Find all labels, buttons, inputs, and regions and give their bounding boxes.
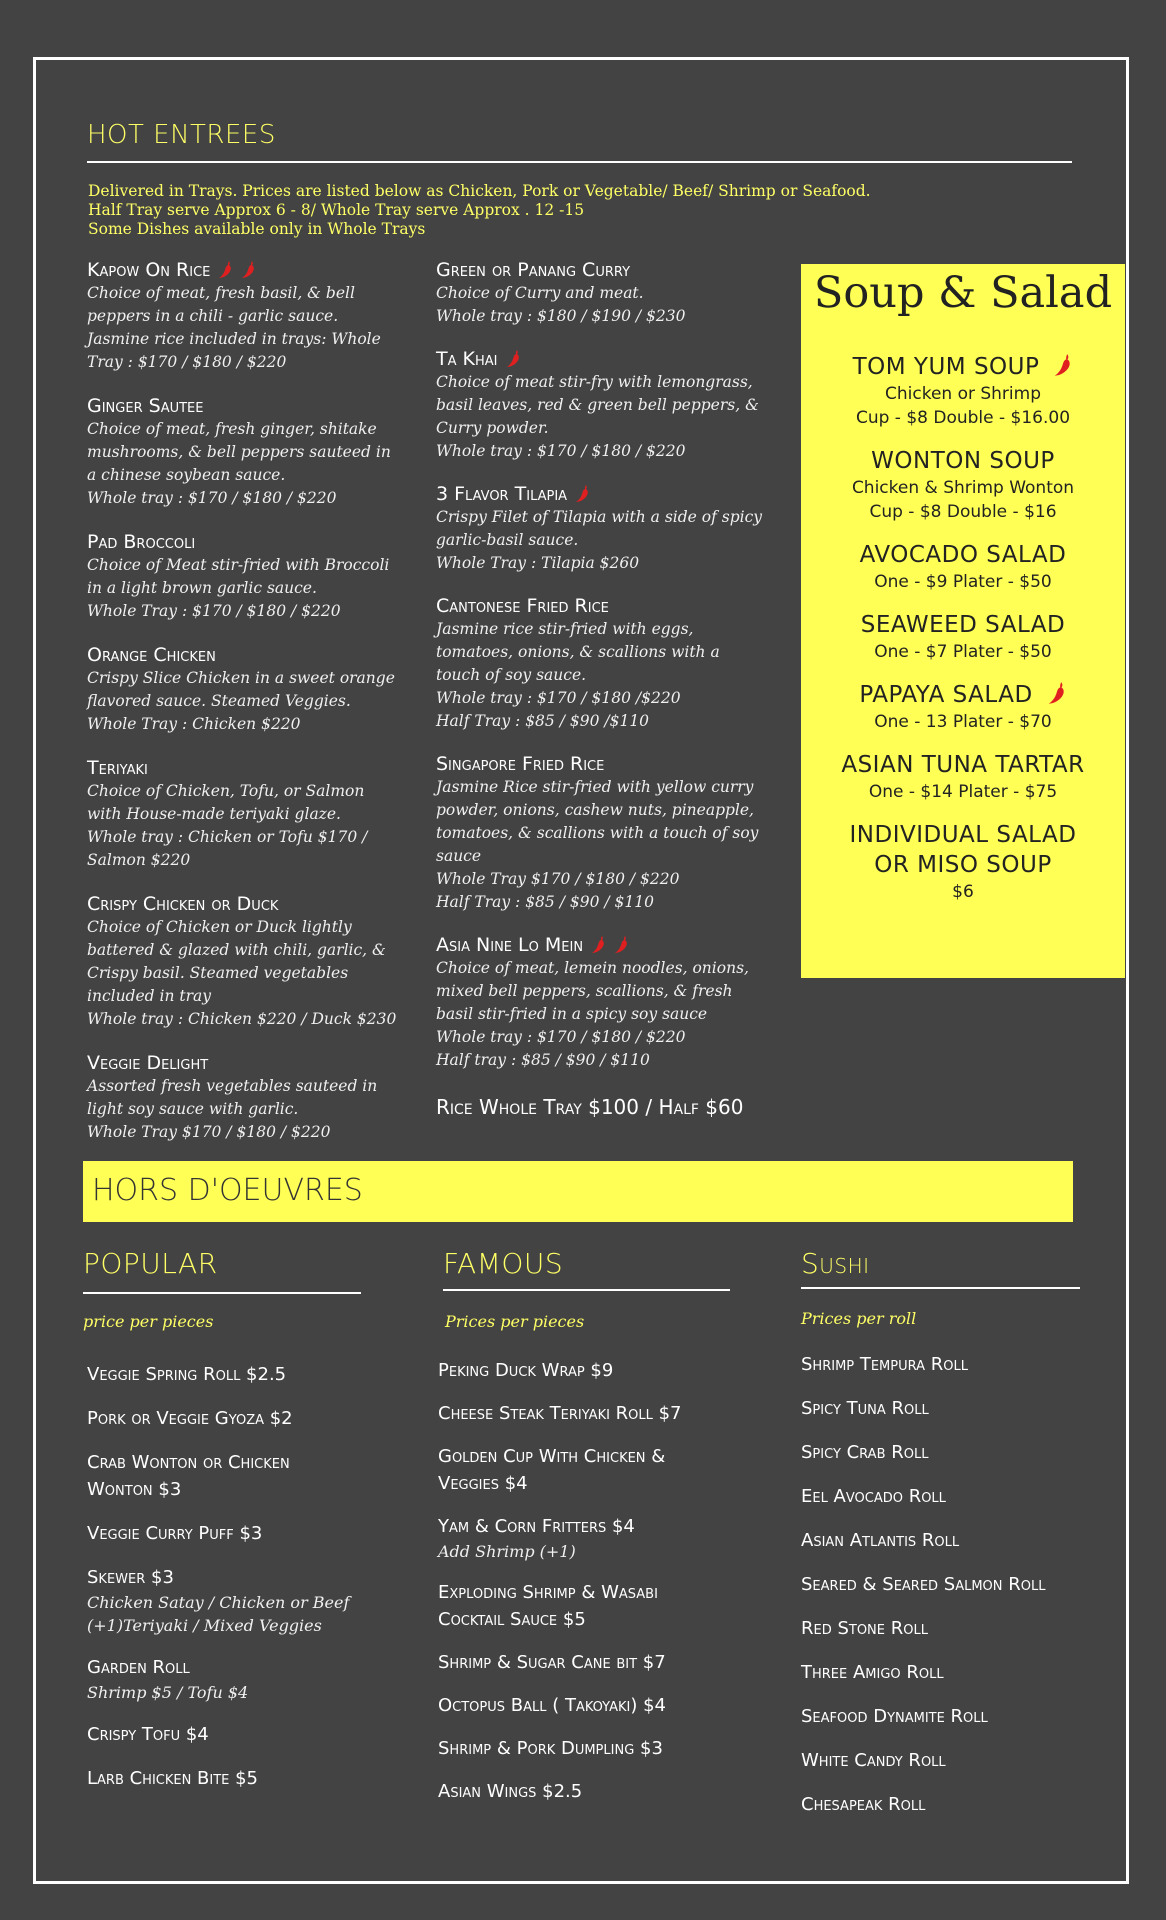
entree-desc-line: Half Tray : $85 / $90 /$110 (436, 712, 650, 730)
hors-item-name-line: Veggies $4 (438, 1473, 528, 1494)
hors-item (438, 1579, 758, 1633)
entree-desc-line: Choice of Curry and meat. (436, 284, 644, 302)
intro-line: Delivered in Trays. Prices are listed below as Chicken, Pork or Vegetable/ Beef/ Shrimp or Seafood. (88, 182, 871, 200)
soup-salad-item (801, 750, 1125, 804)
hors-item-name-line: Shrimp Tempura Roll (801, 1354, 968, 1375)
entree-name (87, 394, 407, 418)
hors-item-name-line: Peking Duck Wrap $9 (438, 1360, 614, 1381)
hors-item-name (801, 1483, 1101, 1510)
famous-note: Prices per pieces (445, 1312, 585, 1331)
entree-desc-line: Crispy Filet of Tilapia with a side of spicy (436, 508, 763, 526)
entree-desc-line: Salmon $220 (87, 851, 191, 869)
entree-desc-line: sauce (436, 847, 482, 865)
chili-pepper-icon (218, 260, 233, 279)
hors-item-name-line: Veggie Curry Puff $3 (87, 1523, 263, 1544)
hors-item-name-line: Octopus Ball ( Takoyaki) $4 (438, 1695, 666, 1716)
entree-name (87, 643, 407, 667)
hors-item-name-line: Wonton $3 (87, 1479, 182, 1500)
soup-salad-item (801, 540, 1125, 594)
soup-salad-name (801, 540, 1125, 570)
hors-banner (83, 1161, 1073, 1222)
hors-item (87, 1721, 407, 1748)
hors-item-name (438, 1513, 758, 1540)
sushi-note: Prices per roll (801, 1309, 917, 1328)
soup-salad-name (801, 750, 1125, 780)
chili-pepper-icon (614, 935, 629, 954)
entree-desc-line: Jasmine rice included in trays: Whole (87, 330, 381, 348)
soup-salad-name-line: OR MISO SOUP (874, 852, 1052, 878)
entree-name (436, 347, 766, 371)
soup-salad-item (801, 610, 1125, 664)
intro-line: Some Dishes available only in Whole Trays (88, 220, 426, 238)
entree-item (436, 258, 766, 328)
entree-desc-line: Crispy Slice Chicken in a sweet orange (87, 669, 395, 687)
rice-tray-price: Rice Whole Tray $100 / Half $60 (436, 1095, 744, 1119)
hors-item-name-line: White Candy Roll (801, 1750, 946, 1771)
chili-pepper-icon (575, 484, 590, 503)
entree-desc-line: tomatoes, onions, & scallions with a (436, 643, 720, 661)
entree-item (436, 752, 766, 914)
entree-desc-line: touch of soy sauce. (436, 666, 587, 684)
entree-name-text: Veggie Delight (87, 1052, 209, 1074)
hors-item-name (801, 1351, 1101, 1378)
entree-name (87, 756, 407, 780)
hors-item-name-line: Asian Atlantis Roll (801, 1530, 960, 1551)
hors-item (87, 1449, 407, 1503)
hot-entrees-title: HOT ENTREES (87, 120, 276, 150)
hors-item (801, 1791, 1101, 1818)
entree-name-text: Green or Panang Curry (436, 259, 631, 281)
hors-item (801, 1483, 1101, 1510)
hors-item-name (87, 1361, 407, 1388)
entree-item (87, 394, 407, 510)
entree-name-text: Teriyaki (87, 757, 148, 779)
entree-desc-line: Whole tray : $170 / $180 / $220 (436, 1028, 686, 1046)
entree-desc-line: Choice of meat stir-fry with lemongrass, (436, 373, 753, 391)
entree-desc-line: Whole Tray : Chicken $220 (87, 715, 301, 733)
chili-pepper-icon (1047, 681, 1067, 705)
hors-item-name (438, 1778, 758, 1805)
soup-salad-item (801, 680, 1125, 734)
entree-desc-line: Whole tray : $170 / $180 / $220 (436, 442, 686, 460)
hors-item-name (87, 1520, 407, 1547)
popular-list (87, 1361, 407, 1809)
entree-desc-line: with House-made teriyaki glaze. (87, 805, 341, 823)
soup-salad-name-line: WONTON SOUP (871, 448, 1055, 474)
hors-item-name (87, 1721, 407, 1748)
entree-name (436, 594, 766, 618)
entree-name-text: Cantonese Fried Rice (436, 595, 609, 617)
intro-line: Half Tray serve Approx 6 - 8/ Whole Tray serve Approx . 12 -15 (88, 201, 585, 219)
entree-desc-line: Choice of meat, fresh basil, & bell (87, 284, 355, 302)
entree-desc-line: mixed bell peppers, scallions, & fresh (436, 982, 733, 1000)
entree-name (436, 933, 766, 957)
soup-salad-name (801, 610, 1125, 640)
soup-salad-name-line: SEAWEED SALAD (860, 612, 1066, 638)
hors-item-name (801, 1703, 1101, 1730)
entree-item (87, 643, 407, 736)
hors-item (438, 1692, 758, 1719)
hors-item-name-line: Spicy Crab Roll (801, 1442, 929, 1463)
entree-name-text: Ginger Sautee (87, 395, 204, 417)
entree-desc-line: Choice of Meat stir-fried with Broccoli (87, 556, 390, 574)
hors-item (438, 1357, 758, 1384)
entree-desc-line: a chinese soybean sauce. (87, 466, 286, 484)
hors-item (438, 1443, 758, 1497)
entree-desc-line: Half tray : $85 / $90 / $110 (436, 1051, 650, 1069)
hors-item-name (801, 1615, 1101, 1642)
entree-desc-line: Whole Tray $170 / $180 / $220 (436, 870, 680, 888)
entree-name-text: Crispy Chicken or Duck (87, 893, 279, 915)
entree-desc-line: Whole tray : Chicken $220 / Duck $230 (87, 1010, 397, 1028)
hors-item-name-line: Pork or Veggie Gyoza $2 (87, 1408, 293, 1429)
entree-desc-line: basil leaves, red & green bell peppers, & (436, 396, 759, 414)
hors-item-name-line: Cheese Steak Teriyaki Roll $7 (438, 1403, 682, 1424)
entree-item (87, 1051, 407, 1144)
soup-salad-name-line: INDIVIDUAL SALAD (849, 822, 1077, 848)
soup-salad-item (801, 446, 1125, 524)
hors-item-name-line: Seafood Dynamite Roll (801, 1706, 988, 1727)
soup-salad-price: One - $14 Plater - $75 (868, 782, 1058, 802)
hors-item (438, 1513, 758, 1563)
entree-name-text: Pad Broccoli (87, 531, 196, 553)
hors-item-name-line: Skewer $3 (87, 1567, 174, 1588)
soup-salad-price: One - $9 Plater - $50 (874, 572, 1052, 592)
hors-item-name-line: Shrimp & Pork Dumpling $3 (438, 1738, 663, 1759)
hors-item (87, 1765, 407, 1792)
hors-item-name (801, 1791, 1101, 1818)
hors-item-name-line: Eel Avocado Roll (801, 1486, 946, 1507)
entree-desc-line: Whole tray : $170 / $180 /$220 (436, 689, 681, 707)
hors-item-name (801, 1527, 1101, 1554)
famous-title: FAMOUS (443, 1247, 564, 1280)
hors-item-name (438, 1579, 758, 1633)
entree-name-text: Kapow On Rice (87, 259, 211, 281)
hors-item-name (438, 1400, 758, 1427)
entree-item (436, 482, 766, 575)
soup-salad-name (801, 446, 1125, 476)
entree-item (436, 933, 766, 1072)
hors-item-name (87, 1654, 407, 1681)
sushi-list (801, 1351, 1101, 1835)
hors-item (801, 1395, 1101, 1422)
entree-desc-line: Whole tray : $170 / $180 / $220 (87, 489, 337, 507)
entree-desc-line: Choice of meat, lemein noodles, onions, (436, 959, 749, 977)
entree-desc-line: Choice of Chicken, Tofu, or Salmon (87, 782, 365, 800)
hors-item (87, 1564, 407, 1637)
entree-item (87, 258, 407, 374)
hors-item-name-line: Spicy Tuna Roll (801, 1398, 929, 1419)
hors-item (438, 1735, 758, 1762)
soup-salad-price: $6 (952, 882, 974, 902)
hors-item-note: Chicken Satay / Chicken or Beef (87, 1593, 350, 1612)
hors-item-name (801, 1659, 1101, 1686)
hors-item-note: Shrimp $5 / Tofu $4 (87, 1683, 249, 1702)
hors-item-name-line: Seared & Seared Salmon Roll (801, 1574, 1046, 1595)
entree-name (436, 482, 766, 506)
entree-desc-line: Half Tray : $85 / $90 / $110 (436, 893, 654, 911)
hors-item-note: (+1)Teriyaki / Mixed Veggies (87, 1616, 322, 1635)
soup-salad-title: Soup & Salad (813, 268, 1113, 318)
soup-salad-item (801, 820, 1125, 904)
hot-entrees-rule (87, 161, 1072, 163)
soup-salad-price: Cup - $8 Double - $16 (869, 502, 1057, 522)
hors-item-name (801, 1439, 1101, 1466)
hors-item (801, 1615, 1101, 1642)
hors-item-name-line: Crispy Tofu $4 (87, 1724, 209, 1745)
hot-entrees-intro (88, 182, 871, 239)
entree-name-text: Singapore Fried Rice (436, 753, 605, 775)
soup-salad-price: Cup - $8 Double - $16.00 (855, 408, 1071, 428)
hors-item-name-line: Golden Cup With Chicken & (438, 1446, 666, 1467)
soup-salad-price: One - $7 Plater - $50 (874, 642, 1052, 662)
entrees-column-1 (87, 258, 407, 1164)
entree-desc-line: basil stir-fried in a spicy soy sauce (436, 1005, 708, 1023)
soup-salad-name-line: AVOCADO SALAD (859, 542, 1067, 568)
hors-item-name-line: Larb Chicken Bite $5 (87, 1768, 258, 1789)
hors-item (438, 1649, 758, 1676)
soup-salad-price: Chicken & Shrimp Wonton (851, 478, 1075, 498)
entree-name (87, 258, 407, 282)
hors-item-name (87, 1765, 407, 1792)
entree-desc-line: Whole Tray : $170 / $180 / $220 (87, 602, 341, 620)
hors-item (801, 1439, 1101, 1466)
hors-item-name (438, 1649, 758, 1676)
popular-rule (83, 1292, 361, 1294)
entree-desc-line: tomatoes, & scallions with a touch of soy (436, 824, 759, 842)
hors-item (801, 1747, 1101, 1774)
entree-name (87, 530, 407, 554)
hors-title: HORS D'OEUVRES (92, 1173, 363, 1208)
hors-item-name (87, 1449, 407, 1503)
hors-item-name (438, 1692, 758, 1719)
hors-item (801, 1703, 1101, 1730)
hors-item (438, 1778, 758, 1805)
entree-name-text: Ta Khai (436, 348, 498, 370)
hors-item (87, 1520, 407, 1547)
hors-item-name-line: Crab Wonton or Chicken (87, 1452, 290, 1473)
entree-desc-line: garlic-basil sauce. (436, 531, 579, 549)
hors-item-name (801, 1747, 1101, 1774)
entree-name-text: Orange Chicken (87, 644, 216, 666)
entree-name (436, 752, 766, 776)
hors-item-name (801, 1571, 1101, 1598)
hors-item-name (438, 1443, 758, 1497)
chili-pepper-icon (591, 935, 606, 954)
entree-desc-line: Crispy basil. Steamed vegetables (87, 964, 349, 982)
soup-salad-list (801, 352, 1125, 904)
entree-desc-line: battered & glazed with chili, garlic, & (87, 941, 386, 959)
soup-salad-name (801, 680, 1125, 710)
entree-item (87, 756, 407, 872)
hors-item (87, 1405, 407, 1432)
entree-desc-line: Assorted fresh vegetables sauteed in (87, 1077, 378, 1095)
popular-note: price per pieces (83, 1312, 214, 1331)
entree-desc-line: Whole Tray $170 / $180 / $220 (87, 1123, 331, 1141)
entree-desc-line: light soy sauce with garlic. (87, 1100, 299, 1118)
hors-item-name-line: Red Stone Roll (801, 1618, 928, 1639)
entree-desc-line: Whole tray : $180 / $190 / $230 (436, 307, 686, 325)
hors-item-name-line: Asian Wings $2.5 (438, 1781, 583, 1802)
hors-item-name (87, 1564, 407, 1591)
entree-name-text: Asia Nine Lo Mein (436, 934, 584, 956)
hors-item-name-line: Cocktail Sauce $5 (438, 1609, 586, 1630)
entree-desc-line: Choice of meat, fresh ginger, shitake (87, 420, 377, 438)
entree-item (436, 594, 766, 733)
entree-desc-line: peppers in a chili - garlic sauce. (87, 307, 339, 325)
entree-desc-line: Whole Tray : Tilapia $260 (436, 554, 640, 572)
entree-item (87, 892, 407, 1031)
famous-rule (443, 1289, 730, 1291)
hors-item-name-line: Exploding Shrimp & Wasabi (438, 1582, 658, 1603)
soup-salad-name (801, 352, 1125, 382)
entree-desc-line: powder, onions, cashew nuts, pineapple, (436, 801, 754, 819)
soup-salad-name-line: TOM YUM SOUP (801, 352, 1125, 382)
entree-desc-line: in a light brown garlic sauce. (87, 579, 317, 597)
hors-item-name-line: Garden Roll (87, 1657, 190, 1678)
hors-item-name-line: Shrimp & Sugar Cane bit $7 (438, 1652, 666, 1673)
hors-item (438, 1400, 758, 1427)
entree-name (87, 1051, 407, 1075)
hors-item-note: Add Shrimp (+1) (438, 1542, 576, 1561)
soup-salad-price: One - 13 Plater - $70 (874, 712, 1052, 732)
hors-item (801, 1527, 1101, 1554)
hors-item (87, 1654, 407, 1704)
soup-salad-name (801, 820, 1125, 880)
chili-pepper-icon (1053, 353, 1073, 377)
soup-salad-item (801, 352, 1125, 430)
hors-item-name-line: Three Amigo Roll (801, 1662, 944, 1683)
entree-desc-line: Tray : $170 / $180 / $220 (87, 353, 287, 371)
hors-item (801, 1659, 1101, 1686)
famous-list (438, 1357, 758, 1821)
entree-desc-line: mushrooms, & bell peppers sauteed in (87, 443, 391, 461)
hors-item-name (438, 1735, 758, 1762)
entree-name (87, 892, 407, 916)
hors-item-name-line: Chesapeak Roll (801, 1794, 926, 1815)
soup-salad-panel (801, 264, 1125, 978)
entree-desc-line: Jasmine rice stir-fried with eggs, (436, 620, 694, 638)
hors-item-name (87, 1405, 407, 1432)
entree-desc-line: Jasmine Rice stir-fried with yellow curry (436, 778, 754, 796)
hors-item (801, 1571, 1101, 1598)
entree-name-text: 3 Flavor Tilapia (436, 483, 568, 505)
entree-name (436, 258, 766, 282)
hors-item-name-line: Veggie Spring Roll $2.5 (87, 1364, 287, 1385)
entree-item (436, 347, 766, 463)
hors-item (87, 1361, 407, 1388)
entree-desc-line: Whole tray : Chicken or Tofu $170 / (87, 828, 368, 846)
sushi-rule (801, 1287, 1080, 1289)
chili-pepper-icon (241, 260, 256, 279)
entree-desc-line: Curry powder. (436, 419, 549, 437)
hors-item-name (438, 1357, 758, 1384)
hors-item-name-line: Yam & Corn Fritters $4 (438, 1516, 635, 1537)
entree-item (87, 530, 407, 623)
entree-desc-line: flavored sauce. Steamed Veggies. (87, 692, 351, 710)
soup-salad-name-line: PAPAYA SALAD (801, 680, 1125, 710)
entrees-column-2 (436, 258, 766, 1091)
hors-item-name (801, 1395, 1101, 1422)
chili-pepper-icon (506, 349, 521, 368)
sushi-title: Sushi (801, 1247, 870, 1280)
popular-title: POPULAR (83, 1247, 218, 1280)
entree-desc-line: included in tray (87, 987, 212, 1005)
hors-item (801, 1351, 1101, 1378)
soup-salad-name-line: ASIAN TUNA TARTAR (841, 752, 1085, 778)
entree-desc-line: Choice of Chicken or Duck lightly (87, 918, 352, 936)
soup-salad-price: Chicken or Shrimp (884, 384, 1041, 404)
